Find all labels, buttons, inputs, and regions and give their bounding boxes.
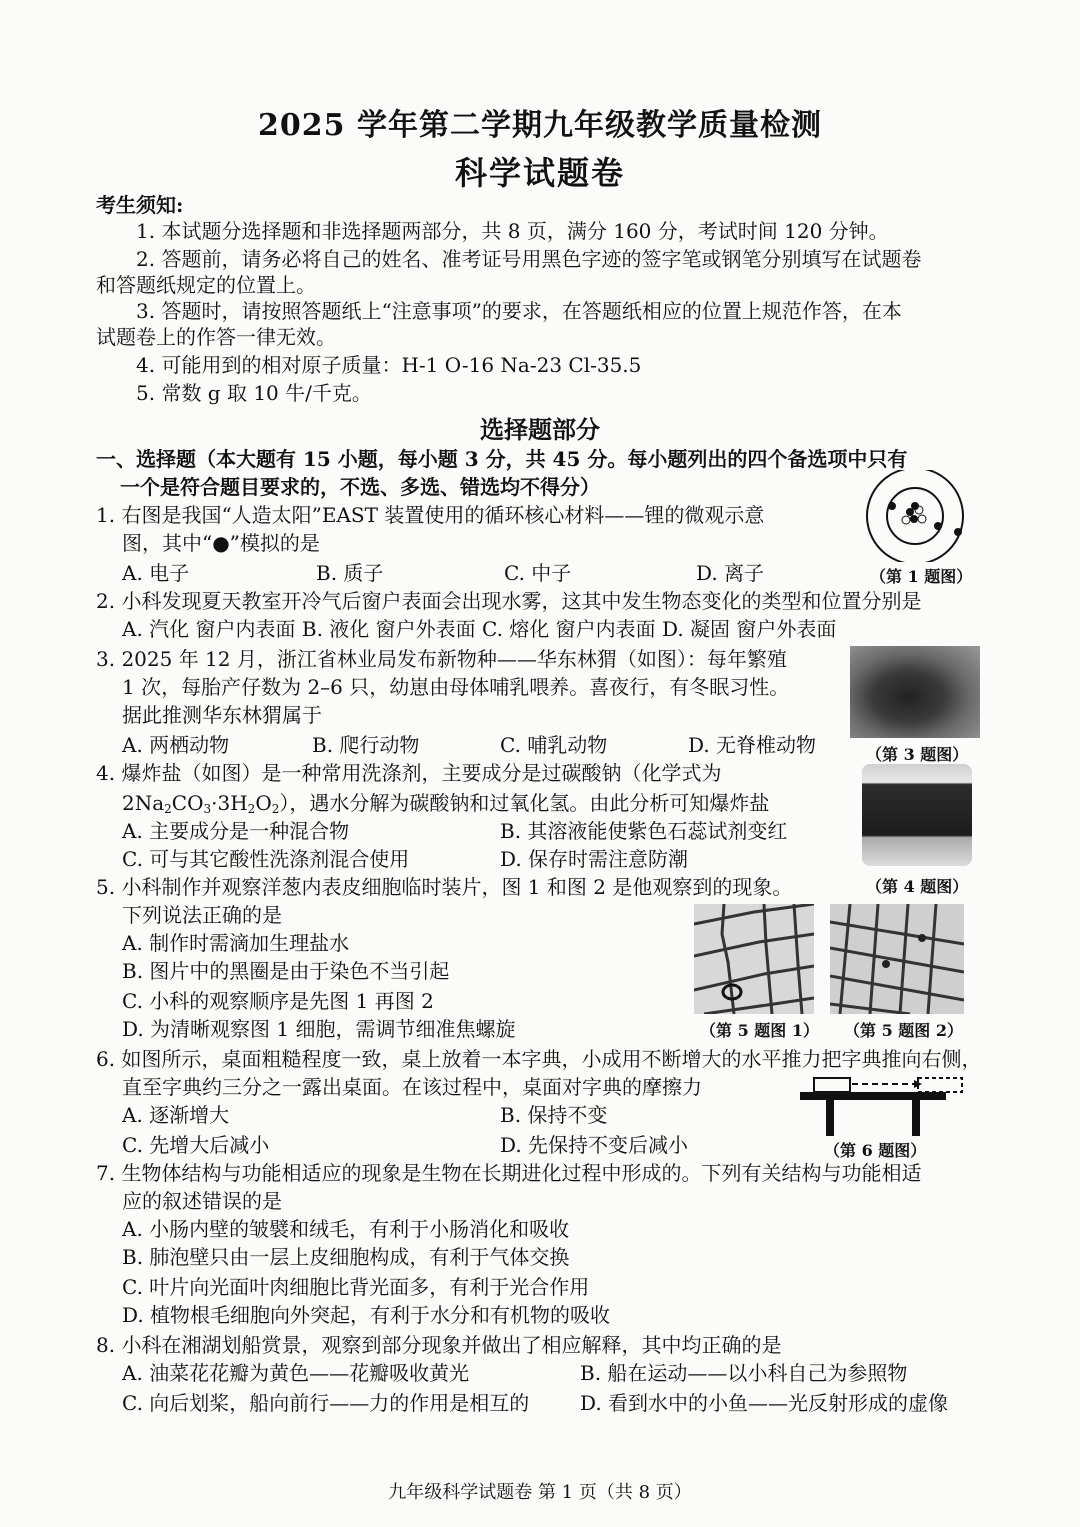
formula-part: CO <box>171 791 204 815</box>
q8-option-d: D. 看到水中的小鱼——光反射形成的虚像 <box>580 1391 949 1415</box>
q8-option-c: C. 向后划桨，船向前行——力的作用是相互的 <box>122 1391 530 1415</box>
exam-subtitle: 科学试题卷 <box>454 154 625 192</box>
q4-caption: （第 4 题图） <box>866 877 969 896</box>
notice-item-3: 3. 答题时，请按照答题纸上“注意事项”的要求，在答题纸相应的位置上规范作答，在本 <box>136 299 902 323</box>
q5-caption-1: （第 5 题图 1） <box>700 1021 819 1040</box>
q3-option-c: C. 哺乳动物 <box>500 733 608 757</box>
q7-option-a: A. 小肠内壁的皱襞和绒毛，有利于小肠消化和吸收 <box>122 1217 570 1241</box>
q5-option-a: A. 制作时需滴加生理盐水 <box>122 931 350 955</box>
q7-stem-cont: 应的叙述错误的是 <box>122 1189 282 1213</box>
notice-item-3-cont: 试题卷上的作答一律无效。 <box>96 325 336 349</box>
q3-stem-cont: 1 次，每胎产仔数为 2–6 只，幼崽由母体哺乳喂养。喜夜行，有冬眠习性。 <box>122 675 790 699</box>
formula-sub: 2 <box>164 802 172 816</box>
q6-stem-cont: 直至字典约三分之一露出桌面。在该过程中，桌面对字典的摩擦力 <box>122 1075 702 1099</box>
q1-option-c: C. 中子 <box>504 561 572 585</box>
q3-option-d: D. 无脊椎动物 <box>688 733 817 757</box>
q2-options: A. 汽化 窗户内表面 B. 液化 窗户外表面 C. 熔化 窗户内表面 D. 凝固 窗户外表面 <box>122 617 837 641</box>
q4-option-b: B. 其溶液能使紫色石蕊试剂变红 <box>500 819 788 843</box>
q6-option-c: C. 先增大后减小 <box>122 1133 270 1157</box>
exam-title: 2025 学年第二学期九年级教学质量检测 <box>258 108 822 143</box>
q8-stem: 8. 小科在湘湖划船赏景，观察到部分现象并做出了相应解释，其中均正确的是 <box>96 1333 782 1357</box>
q6-option-d: D. 先保持不变后减小 <box>500 1133 689 1157</box>
q7-option-c: C. 叶片向光面叶肉细胞比背光面多，有利于光合作用 <box>122 1275 590 1299</box>
q4-option-c: C. 可与其它酸性洗涤剂混合使用 <box>122 847 410 871</box>
detergent-tub-photo <box>862 764 972 866</box>
notice-item-1: 1. 本试题分选择题和非选择题两部分，共 8 页，满分 160 分，考试时间 120 分钟。 <box>136 219 889 243</box>
q4-option-d: D. 保存时需注意防潮 <box>500 847 689 871</box>
formula-sub: 3 <box>203 802 212 816</box>
section-title: 选择题部分 <box>480 415 600 444</box>
page-footer: 九年级科学试题卷 第 1 页（共 8 页） <box>388 1482 692 1503</box>
q1-option-d: D. 离子 <box>696 561 765 585</box>
q1-option-b: B. 质子 <box>316 561 384 585</box>
formula-sub: 2 <box>247 802 256 816</box>
q5-option-c: C. 小科的观察顺序是先图 1 再图 2 <box>122 989 434 1013</box>
formula-sub: 2 <box>271 802 280 816</box>
q7-option-d: D. 植物根毛细胞向外突起，有利于水分和有机物的吸收 <box>122 1303 611 1327</box>
notice-item-5: 5. 常数 g 取 10 牛/千克。 <box>136 381 372 405</box>
q1-option-a: A. 电子 <box>122 561 190 585</box>
q3-caption: （第 3 题图） <box>866 745 969 764</box>
q6-caption: （第 6 题图） <box>824 1141 927 1160</box>
q6-option-b: B. 保持不变 <box>500 1103 608 1127</box>
q1-stem-cont: 图，其中“●”模拟的是 <box>122 531 320 555</box>
notice-item-4: 4. 可能用到的相对原子质量：H-1 O-16 Na-23 Cl-35.5 <box>136 353 642 377</box>
part1-instruction: 一、选择题（本大题有 15 小题，每小题 3 分，共 45 分。每小题列出的四个备选项中只有 <box>96 447 908 471</box>
q7-stem: 7. 生物体结构与功能相适应的现象是生物在长期进化过程中形成的。下列有关结构与功能相适 <box>96 1161 922 1185</box>
q3-option-a: A. 两栖动物 <box>122 733 230 757</box>
lithium-atom-diagram <box>862 470 968 562</box>
table-dictionary-diagram <box>796 1070 968 1138</box>
q3-stem: 3. 2025 年 12 月，浙江省林业局发布新物种——华东林猬（如图）：每年繁殖 <box>96 647 787 671</box>
onion-cells-fig1 <box>694 904 814 1014</box>
q2-stem: 2. 小科发现夏天教室开冷气后窗户表面会出现水雾，这其中发生物态变化的类型和位置分别是 <box>96 589 922 613</box>
notice-item-2: 2. 答题前，请务必将自己的姓名、准考证号用黑色字迹的签字笔或钢笔分别填写在试题卷 <box>136 247 922 271</box>
part1-instruction-cont: 一个是符合题目要求的，不选、多选、错选均不得分） <box>120 475 600 499</box>
notice-item-2-cont: 和答题纸规定的位置上。 <box>96 273 316 297</box>
q1-caption: （第 1 题图） <box>870 567 973 586</box>
q4-stem-rest: ），遇水分解为碳酸钠和过氧化氢。由此分析可知爆炸盐 <box>279 791 770 815</box>
q5-stem-cont: 下列说法正确的是 <box>122 903 282 927</box>
q5-stem: 5. 小科制作并观察洋葱内表皮细胞临时装片，图 1 和图 2 是他观察到的现象。 <box>96 875 793 899</box>
q6-stem: 6. 如图所示，桌面粗糙程度一致，桌上放着一本字典，小成用不断增大的水平推力把字典推向右侧， <box>96 1047 982 1071</box>
q5-option-d: D. 为清晰观察图 1 细胞，需调节细准焦螺旋 <box>122 1017 516 1041</box>
formula-part: 2Na <box>122 791 165 815</box>
q8-option-b: B. 船在运动——以小科自己为参照物 <box>580 1361 908 1385</box>
q7-option-b: B. 肺泡壁只由一层上皮细胞构成，有利于气体交换 <box>122 1245 570 1269</box>
q3-stem-cont2: 据此推测华东林猬属于 <box>122 703 322 727</box>
hedgehog-photo <box>850 646 980 738</box>
q1-stem: 1. 右图是我国“人造太阳”EAST 装置使用的循环核心材料——锂的微观示意 <box>96 503 765 527</box>
onion-cells-fig2 <box>830 904 964 1014</box>
notice-heading: 考生须知: <box>96 193 184 217</box>
q6-option-a: A. 逐渐增大 <box>122 1103 230 1127</box>
formula-part: O <box>255 791 272 815</box>
q5-option-b: B. 图片中的黑圈是由于染色不当引起 <box>122 959 450 983</box>
q4-stem: 4. 爆炸盐（如图）是一种常用洗涤剂，主要成分是过碳酸钠（化学式为 <box>96 761 722 785</box>
q4-option-a: A. 主要成分是一种混合物 <box>122 819 350 843</box>
q5-caption-2: （第 5 题图 2） <box>844 1021 963 1040</box>
formula-part: ·3H <box>211 791 248 815</box>
q8-option-a: A. 油菜花花瓣为黄色——花瓣吸收黄光 <box>122 1361 470 1385</box>
q3-option-b: B. 爬行动物 <box>312 733 420 757</box>
